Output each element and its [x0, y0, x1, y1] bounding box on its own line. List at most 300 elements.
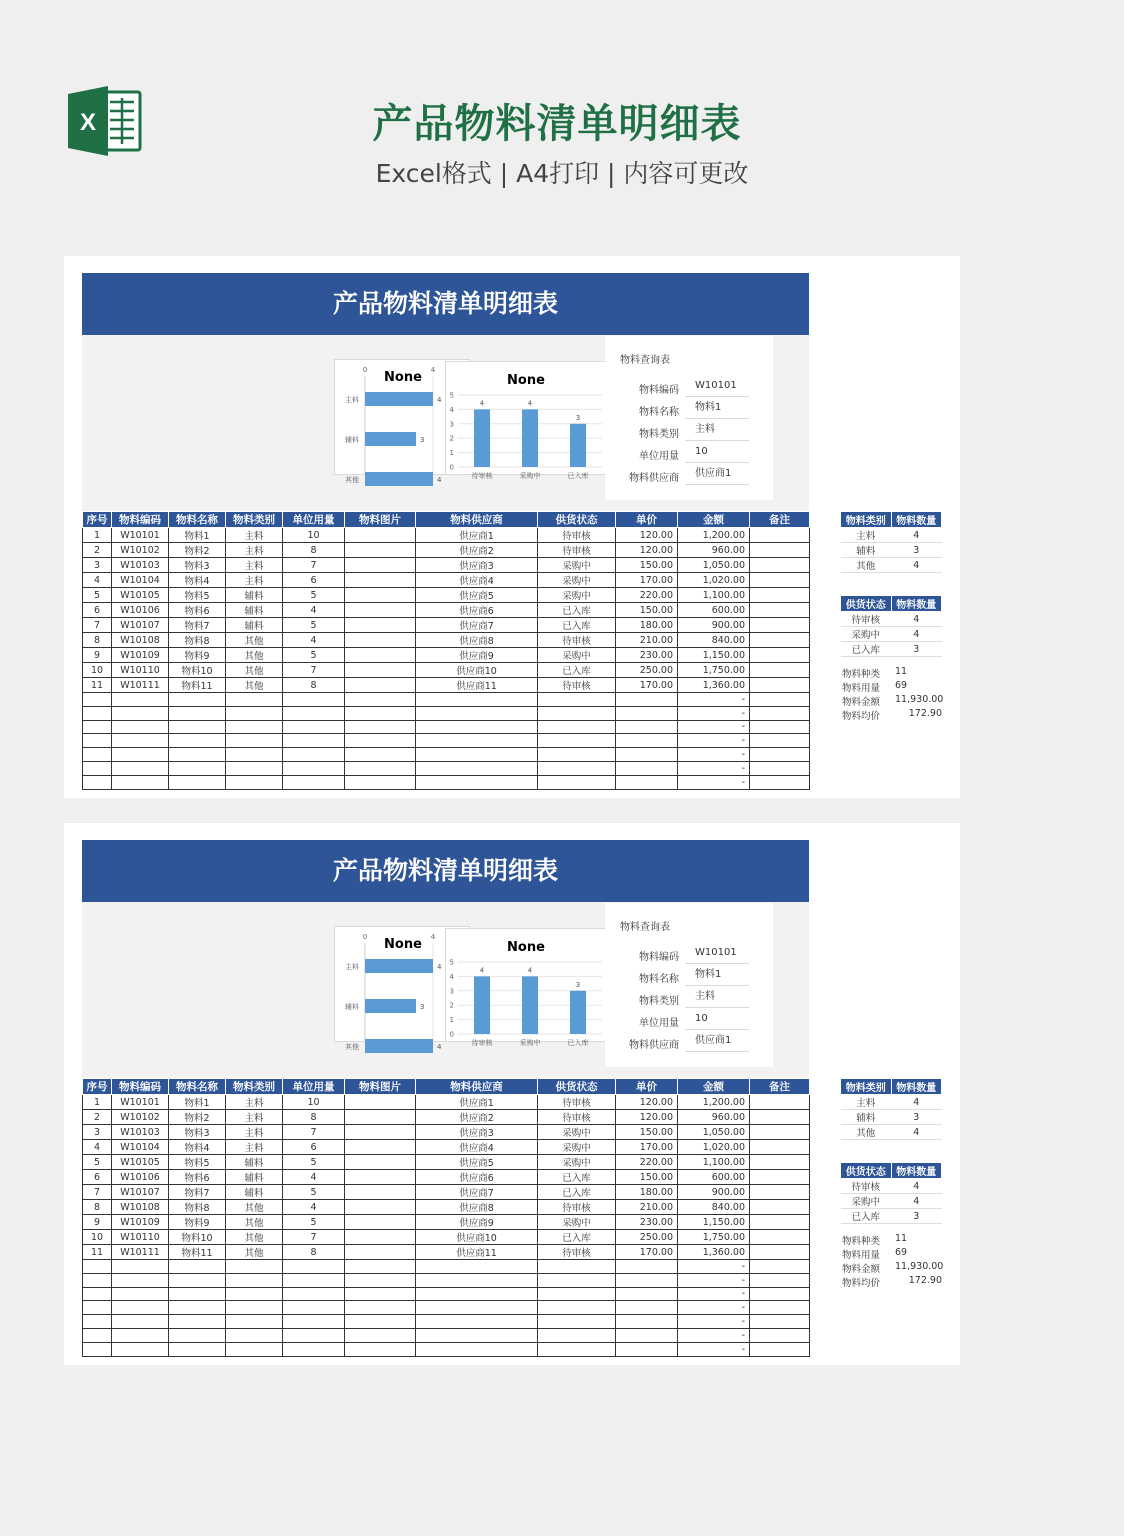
table-cell: 2	[83, 543, 112, 558]
table-row	[83, 1287, 810, 1301]
table-cell: -	[678, 706, 750, 720]
table-cell: W10108	[112, 1200, 169, 1215]
table-cell: 物料2	[169, 543, 226, 558]
table-cell: 150.00	[616, 558, 678, 573]
table-cell	[283, 761, 345, 775]
table-cell: 180.00	[616, 1185, 678, 1200]
table-cell: W10104	[112, 1140, 169, 1155]
table-row	[83, 1125, 810, 1140]
data-label: 4	[437, 963, 442, 971]
table-cell	[345, 1342, 416, 1356]
category-label: 主料	[345, 396, 359, 404]
table-cell: 辅料	[226, 603, 283, 618]
table-cell: 物料1	[169, 1095, 226, 1110]
summary-row	[841, 528, 942, 543]
table-cell: 其他	[226, 1215, 283, 1230]
table-cell: 1,020.00	[678, 573, 750, 588]
table-cell: W10110	[112, 663, 169, 678]
data-label: 4	[527, 399, 533, 408]
table-cell: 120.00	[616, 543, 678, 558]
chart-title: None	[507, 373, 545, 388]
table-cell: 1	[83, 1095, 112, 1110]
sheet-banner-title: 产品物料清单明细表	[82, 840, 809, 902]
summary-cell: 采购中	[841, 627, 892, 642]
lookup-value: W10101	[685, 375, 749, 397]
bar	[570, 424, 586, 467]
table-cell	[750, 1155, 810, 1170]
table-cell: 物料5	[169, 588, 226, 603]
page-subtitle: Excel格式 | A4打印 | 内容可更改	[375, 159, 749, 188]
table-cell	[283, 1301, 345, 1315]
table-cell	[345, 761, 416, 775]
table-cell: 采购中	[538, 588, 616, 603]
table-row	[83, 1110, 810, 1125]
table-cell: 1,360.00	[678, 678, 750, 693]
column-header: 物料类别	[226, 512, 283, 528]
table-row	[83, 1328, 810, 1342]
table-cell: 1,150.00	[678, 648, 750, 663]
table-row	[83, 618, 810, 633]
lookup-row	[605, 397, 773, 419]
table-cell	[345, 1200, 416, 1215]
table-cell	[616, 1315, 678, 1329]
table-cell: 待审核	[538, 1200, 616, 1215]
table-cell: W10106	[112, 1170, 169, 1185]
table-cell: 150.00	[616, 1125, 678, 1140]
table-cell	[169, 1342, 226, 1356]
table-cell	[538, 748, 616, 762]
table-cell	[112, 1342, 169, 1356]
summary-cell: 辅料	[841, 1110, 892, 1125]
table-row	[83, 734, 810, 748]
table-cell	[345, 1230, 416, 1245]
table-cell: 220.00	[616, 1155, 678, 1170]
table-cell: 4	[283, 603, 345, 618]
table-cell	[345, 1273, 416, 1287]
axis-tick-label: 5	[449, 391, 454, 400]
sheet-preview-1	[64, 256, 960, 798]
table-cell: 1	[83, 528, 112, 543]
table-cell	[538, 775, 616, 789]
svg-text:X: X	[79, 109, 97, 136]
lookup-value: 物料1	[685, 964, 749, 986]
summary-cell: 4	[891, 1095, 942, 1110]
table-cell	[750, 648, 810, 663]
table-cell	[345, 678, 416, 693]
axis-tick-label: 0	[362, 933, 368, 941]
table-cell: W10111	[112, 1245, 169, 1260]
bar	[570, 991, 586, 1034]
lookup-value: 10	[685, 1008, 749, 1030]
table-cell: -	[678, 761, 750, 775]
summary-cell: 4	[891, 558, 942, 573]
table-cell	[226, 1301, 283, 1315]
table-cell	[83, 706, 112, 720]
category-label: 待审核	[471, 1039, 493, 1047]
table-cell	[112, 1287, 169, 1301]
summary-cell: 4	[891, 528, 942, 543]
table-cell: 采购中	[538, 558, 616, 573]
summary-stats	[842, 666, 952, 722]
table-cell: -	[678, 1342, 750, 1356]
table-cell: 供应商11	[416, 678, 538, 693]
table-cell: 250.00	[616, 663, 678, 678]
table-cell: 120.00	[616, 1095, 678, 1110]
table-cell: 6	[283, 1140, 345, 1155]
material-table	[82, 511, 810, 790]
material-lookup-panel	[605, 903, 773, 1067]
lookup-label: 物料名称	[639, 974, 679, 985]
table-cell	[750, 543, 810, 558]
table-cell: -	[678, 734, 750, 748]
table-cell: 7	[283, 663, 345, 678]
table-cell	[750, 1170, 810, 1185]
bar	[365, 472, 433, 486]
column-header: 物料图片	[345, 512, 416, 528]
data-label: 4	[437, 396, 442, 404]
table-cell	[345, 693, 416, 707]
table-cell: 供应商8	[416, 1200, 538, 1215]
table-cell	[112, 1328, 169, 1342]
table-cell: 210.00	[616, 633, 678, 648]
table-cell	[345, 648, 416, 663]
table-cell	[345, 633, 416, 648]
table-cell: 900.00	[678, 1185, 750, 1200]
table-row	[83, 633, 810, 648]
table-cell: 1,020.00	[678, 1140, 750, 1155]
bar	[365, 959, 433, 973]
status-bar-chart	[445, 928, 606, 1047]
sheet-banner-title: 产品物料清单明细表	[82, 273, 809, 335]
table-cell: 待审核	[538, 1095, 616, 1110]
summary-cell: 3	[891, 543, 942, 558]
table-cell: 主料	[226, 558, 283, 573]
category-summary-table	[840, 511, 942, 573]
table-cell: 待审核	[538, 633, 616, 648]
table-cell	[750, 1260, 810, 1274]
table-row	[83, 588, 810, 603]
table-cell: 供应商5	[416, 588, 538, 603]
table-cell: 10	[283, 1095, 345, 1110]
lookup-label: 物料类别	[639, 429, 679, 440]
table-cell	[112, 1260, 169, 1274]
table-cell	[538, 693, 616, 707]
axis-tick-label: 0	[449, 1030, 454, 1039]
table-cell: 5	[283, 618, 345, 633]
table-cell	[345, 1110, 416, 1125]
data-label: 3	[420, 436, 425, 444]
table-cell: 物料10	[169, 663, 226, 678]
table-cell: 120.00	[616, 528, 678, 543]
table-cell: W10109	[112, 1215, 169, 1230]
table-cell: 10	[83, 663, 112, 678]
table-cell: 物料8	[169, 633, 226, 648]
table-cell	[83, 1342, 112, 1356]
stat-label: 物料金额	[842, 697, 881, 708]
table-row	[83, 528, 810, 543]
table-cell: 6	[83, 1170, 112, 1185]
table-cell	[750, 573, 810, 588]
table-cell: 8	[283, 678, 345, 693]
table-cell: 供应商3	[416, 558, 538, 573]
table-cell	[345, 528, 416, 543]
table-cell: 已入库	[538, 1185, 616, 1200]
table-cell	[83, 720, 112, 734]
table-cell: 供应商9	[416, 1215, 538, 1230]
lookup-row	[605, 964, 773, 986]
table-cell: 供应商5	[416, 1155, 538, 1170]
table-cell: 物料1	[169, 528, 226, 543]
table-cell: 采购中	[538, 1215, 616, 1230]
table-cell	[226, 720, 283, 734]
table-cell	[416, 1287, 538, 1301]
summary-row	[841, 1110, 942, 1125]
table-cell	[416, 1315, 538, 1329]
table-cell	[283, 734, 345, 748]
table-cell: 7	[283, 1230, 345, 1245]
summary-cell: 其他	[841, 1125, 892, 1140]
table-cell	[538, 761, 616, 775]
data-label: 3	[575, 413, 581, 422]
stat-label: 物料种类	[842, 1236, 881, 1247]
summary-cell: 已入库	[841, 1209, 892, 1224]
column-header: 物料供应商	[416, 512, 538, 528]
lookup-label: 物料类别	[639, 996, 679, 1007]
table-cell	[226, 1315, 283, 1329]
table-cell	[345, 1287, 416, 1301]
table-cell: 物料5	[169, 1155, 226, 1170]
stat-row	[842, 680, 952, 694]
table-cell: 物料7	[169, 1185, 226, 1200]
table-cell	[283, 706, 345, 720]
stat-row	[842, 708, 952, 722]
table-cell	[169, 1328, 226, 1342]
table-cell: W10110	[112, 1230, 169, 1245]
table-cell	[345, 1155, 416, 1170]
table-cell: W10102	[112, 543, 169, 558]
table-cell	[616, 1260, 678, 1274]
table-cell	[83, 693, 112, 707]
lookup-value: 物料1	[685, 397, 749, 419]
table-cell: -	[678, 1260, 750, 1274]
table-cell	[616, 734, 678, 748]
summary-header: 供货状态	[841, 596, 892, 612]
table-cell	[345, 1095, 416, 1110]
table-cell	[226, 1287, 283, 1301]
table-cell: W10102	[112, 1110, 169, 1125]
table-cell: 供应商10	[416, 663, 538, 678]
lookup-row	[605, 986, 773, 1008]
table-cell	[226, 761, 283, 775]
table-cell: 7	[83, 618, 112, 633]
table-cell	[169, 693, 226, 707]
table-cell	[226, 748, 283, 762]
table-cell	[345, 748, 416, 762]
summary-cell: 4	[891, 627, 942, 642]
category-label: 已入库	[567, 472, 589, 480]
table-cell: 其他	[226, 678, 283, 693]
summary-row	[841, 642, 942, 657]
table-cell	[616, 1301, 678, 1315]
table-cell: 物料8	[169, 1200, 226, 1215]
table-cell	[750, 1125, 810, 1140]
table-cell: -	[678, 1328, 750, 1342]
table-cell	[538, 1328, 616, 1342]
table-row	[83, 1095, 810, 1110]
data-label: 4	[437, 476, 442, 484]
table-cell	[226, 734, 283, 748]
table-cell	[416, 748, 538, 762]
table-cell	[750, 1273, 810, 1287]
table-cell: 物料4	[169, 1140, 226, 1155]
table-cell	[283, 1342, 345, 1356]
page-title: 产品物料清单明细表	[372, 101, 742, 147]
summary-header: 供货状态	[841, 1163, 892, 1179]
table-cell: 11	[83, 1245, 112, 1260]
axis-tick-label: 4	[449, 405, 454, 414]
table-row	[83, 748, 810, 762]
table-cell: 供应商7	[416, 1185, 538, 1200]
table-cell	[616, 1328, 678, 1342]
table-cell: 采购中	[538, 1125, 616, 1140]
table-cell	[345, 1215, 416, 1230]
table-cell: 已入库	[538, 663, 616, 678]
table-cell	[112, 734, 169, 748]
table-cell: 采购中	[538, 573, 616, 588]
table-row	[83, 1260, 810, 1274]
lookup-label: 物料供应商	[629, 473, 679, 484]
stat-label: 物料金额	[842, 1264, 881, 1275]
table-cell: 1,750.00	[678, 1230, 750, 1245]
data-label: 4	[479, 399, 485, 408]
table-cell: 物料7	[169, 618, 226, 633]
table-cell: W10109	[112, 648, 169, 663]
column-header: 备注	[750, 512, 810, 528]
summary-cell: 4	[891, 1179, 942, 1194]
table-cell	[538, 1342, 616, 1356]
table-cell	[616, 775, 678, 789]
table-cell	[169, 748, 226, 762]
table-cell: 供应商6	[416, 603, 538, 618]
stat-value: 69	[895, 680, 908, 691]
table-cell	[416, 734, 538, 748]
table-cell	[169, 720, 226, 734]
table-cell: W10105	[112, 1155, 169, 1170]
table-row	[83, 720, 810, 734]
table-cell	[538, 1315, 616, 1329]
column-header: 序号	[83, 1079, 112, 1095]
table-cell: 10	[283, 528, 345, 543]
table-cell	[226, 706, 283, 720]
table-cell: 8	[83, 1200, 112, 1215]
stat-value: 172.90	[908, 708, 942, 719]
table-cell: 物料3	[169, 558, 226, 573]
data-label: 3	[420, 1003, 425, 1011]
table-cell: 5	[283, 1215, 345, 1230]
table-cell	[750, 1245, 810, 1260]
table-cell: 其他	[226, 1230, 283, 1245]
table-cell: 1,360.00	[678, 1245, 750, 1260]
table-cell: 120.00	[616, 1110, 678, 1125]
table-cell: 3	[83, 558, 112, 573]
table-cell: 已入库	[538, 1170, 616, 1185]
table-cell: 960.00	[678, 543, 750, 558]
table-cell: 2	[83, 1110, 112, 1125]
table-cell: 辅料	[226, 1155, 283, 1170]
table-cell: 5	[283, 1155, 345, 1170]
table-cell	[750, 588, 810, 603]
lookup-label: 物料编码	[639, 385, 679, 396]
table-cell	[538, 734, 616, 748]
table-cell	[750, 775, 810, 789]
chart-title: None	[384, 937, 422, 952]
table-cell	[750, 1185, 810, 1200]
table-cell: 250.00	[616, 1230, 678, 1245]
table-cell: 8	[283, 1245, 345, 1260]
table-cell	[538, 720, 616, 734]
table-cell	[345, 1315, 416, 1329]
table-cell	[83, 1273, 112, 1287]
table-cell	[283, 1328, 345, 1342]
table-cell: 待审核	[538, 543, 616, 558]
table-cell	[83, 1260, 112, 1274]
lookup-label: 物料名称	[639, 407, 679, 418]
category-label: 已入库	[567, 1039, 589, 1047]
stat-label: 物料用量	[842, 683, 881, 694]
stat-label: 物料用量	[842, 1250, 881, 1261]
summary-cell: 4	[891, 612, 942, 627]
table-cell	[416, 693, 538, 707]
table-cell: 840.00	[678, 1200, 750, 1215]
table-cell: W10107	[112, 618, 169, 633]
table-cell	[226, 775, 283, 789]
summary-cell: 主料	[841, 528, 892, 543]
summary-cell: 采购中	[841, 1194, 892, 1209]
column-header: 供货状态	[538, 512, 616, 528]
table-cell: 8	[283, 1110, 345, 1125]
table-cell	[345, 1245, 416, 1260]
table-cell: 供应商10	[416, 1230, 538, 1245]
table-cell: -	[678, 1273, 750, 1287]
bar	[474, 409, 490, 467]
table-cell: W10101	[112, 1095, 169, 1110]
stat-row	[842, 1275, 952, 1289]
table-row	[83, 1301, 810, 1315]
lookup-row	[605, 375, 773, 397]
stat-value: 11,930.00	[895, 694, 944, 705]
table-cell: 采购中	[538, 648, 616, 663]
table-row	[83, 663, 810, 678]
column-header: 金额	[678, 1079, 750, 1095]
table-cell: 待审核	[538, 1245, 616, 1260]
table-cell	[345, 603, 416, 618]
table-cell: 1,100.00	[678, 588, 750, 603]
summary-row	[841, 543, 942, 558]
table-cell	[750, 1230, 810, 1245]
table-cell	[345, 573, 416, 588]
table-row	[83, 1200, 810, 1215]
table-cell	[750, 1215, 810, 1230]
lookup-value: 供应商1	[685, 1030, 749, 1052]
table-cell	[112, 761, 169, 775]
table-cell: 物料11	[169, 678, 226, 693]
summary-row	[841, 1194, 942, 1209]
table-cell: 主料	[226, 1095, 283, 1110]
table-cell	[538, 1301, 616, 1315]
table-cell	[750, 1110, 810, 1125]
table-cell: 230.00	[616, 648, 678, 663]
table-cell: 供应商2	[416, 1110, 538, 1125]
